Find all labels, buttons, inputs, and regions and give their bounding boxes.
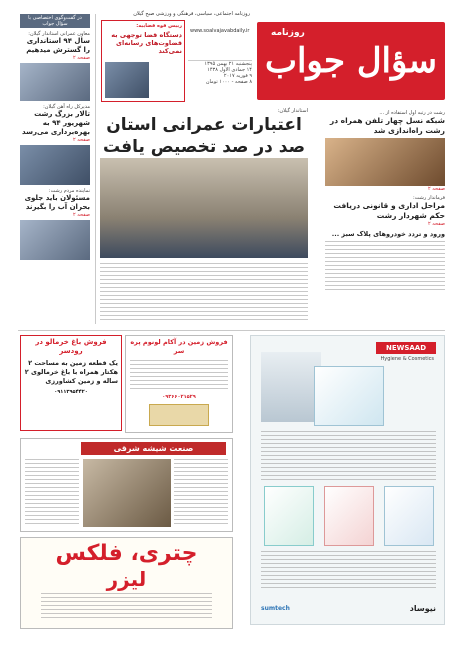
sidebar-item-kicker: نماینده مردم رشت:: [48, 188, 90, 194]
ad-land-phone: ۰۹۱۱۳۹۵۴۴۲۰: [54, 389, 88, 395]
ad-glass-title: صنعت شیشه شرقی: [81, 442, 226, 455]
website-url: www.soalvajavabdaily.ir: [190, 28, 250, 34]
sidebar-item-more[interactable]: صفحه ۲: [73, 212, 90, 218]
newsaad-product-text: [261, 551, 436, 591]
newsaad-product-2: [324, 486, 374, 546]
ad-land-title: فروش باغ خرمالو در رودسر: [35, 338, 107, 355]
sidebar-left: [20, 14, 90, 324]
ad-villa[interactable]: [125, 335, 233, 433]
main-headline-title-1: اعتبارات عمرانی استان: [106, 115, 302, 135]
top-news-photo: [105, 62, 149, 98]
sidebar-photo: [20, 220, 90, 260]
ad-glass-right-text: [174, 459, 228, 527]
main-headline-kicker: استاندار گیلان:: [277, 108, 308, 114]
top-news-headline: دستگاه قضا توجهی به قضاوت‌های رسانه‌ای نمی‌کند: [111, 31, 182, 55]
main-photo: [100, 158, 308, 258]
right-news-column: [325, 110, 445, 324]
ad-land-detail: یک قطعه زمین به مساحت ۲ هکتار همراه با باغ خرمالوی ۲ ساله و زمین کشاورزی: [24, 359, 118, 385]
ad-villa-phone: ۰۹۳۶۶۰۲۱۵۲۹: [162, 394, 196, 400]
ad-laser[interactable]: [20, 537, 233, 629]
sidebar-item-title: تالار بزرگ رشت شهریور ۹۴ به بهره‌برداری می‌رسد: [22, 110, 90, 136]
newsaad-product-boxes: [314, 366, 384, 426]
newsaad-product-1: [384, 486, 434, 546]
newsaad-product-3: [264, 486, 314, 546]
ad-glass-left-text: [25, 459, 79, 527]
column-divider: [95, 14, 96, 324]
right-news-more[interactable]: صفحه ۲: [428, 221, 445, 227]
sidebar-photo: [20, 63, 90, 101]
sidebar-item-kicker: مدیرکل راه آهن گیلان:: [43, 104, 90, 110]
sidebar-item-title: سال ۹۴ استانداری را گسترش میدهیم: [26, 37, 90, 54]
right-news-kicker: فرماندار رشت:: [413, 195, 445, 201]
date-line-4: ۸ صفحه - ۱۰۰۰ تومان: [205, 79, 252, 85]
right-news-photo: [325, 138, 445, 186]
date-line-3: ۹ فوریه ۲۰۱۷: [223, 73, 252, 79]
newsaad-footer: [261, 598, 436, 618]
niosad-logo: نیوساد: [409, 603, 436, 613]
ad-land-sale[interactable]: [20, 335, 122, 431]
ad-villa-title: فروش زمین در آکام لونوم پره سر: [130, 338, 228, 355]
ad-newsaad[interactable]: [250, 335, 445, 625]
top-news-kicker: رییس قوه قضاییه:: [136, 23, 182, 29]
sidebar-item-title: مسئولان باید جلوی‌ بحران آب را بگیرند: [24, 194, 90, 211]
ad-villa-text: [130, 360, 228, 392]
masthead-logo: [257, 22, 445, 100]
main-headline-title-2: صد در صد تخصیص یافت: [102, 137, 306, 157]
newsaad-logo: [376, 342, 436, 354]
newsaad-text: [261, 431, 436, 481]
date-line-2: ۱۴ جمادی الاول ۱۴۳۸: [207, 67, 252, 73]
sidebar-item-more[interactable]: صفحه ۲: [73, 137, 90, 143]
main-headline: [100, 108, 308, 158]
right-news-title: شبکه نسل چهار تلفن همراه در رشت راه‌اندازی شد: [329, 116, 445, 135]
date-block: [188, 60, 252, 85]
ad-laser-title-1: چتری، فلکس: [55, 541, 198, 566]
ad-glass-photo: [83, 459, 171, 527]
sidebar-header: در گفت‌وگوی اختصاصی با سؤال جواب: [20, 14, 90, 28]
date-line-1: پنجشنبه ۲۱ بهمن ۱۳۹۵: [204, 61, 252, 67]
main-article-text: [100, 263, 308, 323]
ads-separator: [18, 330, 445, 331]
newsaad-subtitle: Hygiene & Cosmetics: [380, 356, 434, 362]
sidebar-item-more[interactable]: صفحه ۲: [73, 55, 90, 61]
newsaad-logo-text: NEWSAAD: [385, 344, 427, 352]
right-news-more[interactable]: صفحه ۲: [428, 186, 445, 192]
logo-text: سؤال جواب: [264, 41, 438, 81]
right-news-text: [325, 241, 445, 293]
right-news-title: مراحل اداری و قانونی دریافت حکم شهردار رشت: [333, 201, 445, 220]
sumtech-logo: sumtech: [261, 604, 290, 612]
ad-glass[interactable]: [20, 438, 233, 532]
tagline: روزنامه اجتماعی، سیاسی، فرهنگی و ورزشی صبح گیلان: [133, 11, 250, 17]
top-news-box: [101, 20, 185, 102]
sidebar-item-kicker: معاون عمرانی استاندار گیلان:: [28, 31, 90, 37]
ad-villa-logo: [149, 404, 209, 426]
right-news-kicker: رشت در رتبه اول استفاده از ...: [379, 110, 445, 116]
sidebar-photo: [20, 145, 90, 185]
ad-laser-text: [41, 593, 212, 619]
right-news-title: ورود و تردد خودروهای پلاک سبز ...: [331, 230, 445, 238]
newsaad-doctor-photo: [261, 352, 321, 422]
logo-small-text: روزنامه: [271, 28, 305, 38]
ad-laser-title-2: لیزر: [106, 567, 147, 591]
